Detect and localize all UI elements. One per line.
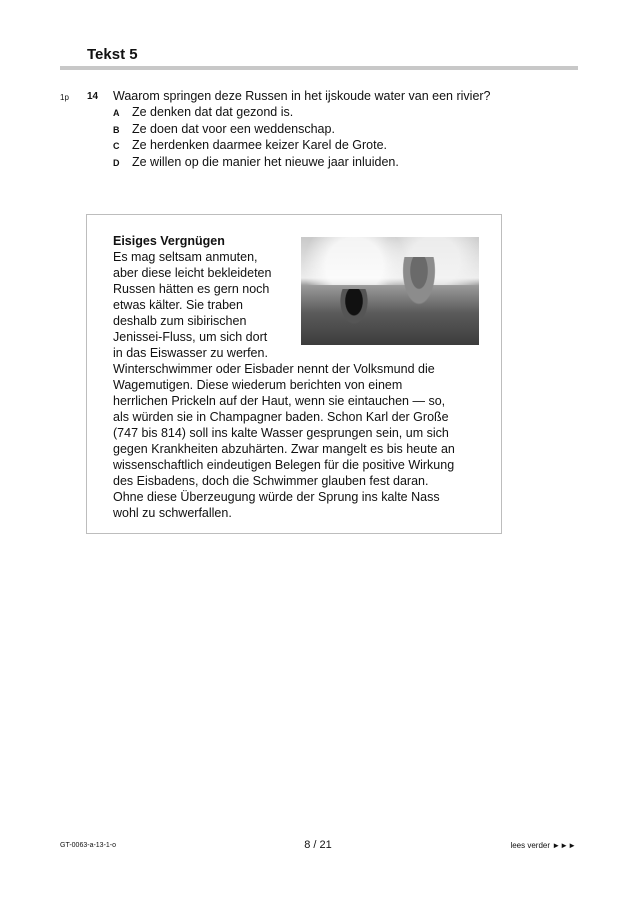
- photo-swimmer-head: [337, 289, 371, 329]
- article-line: (747 bis 814) soll ins kalte Wasser gesprungen sein, um sich: [113, 426, 449, 440]
- question-points: 1p: [60, 93, 69, 102]
- article-line: etwas kälter. Sie traben: [113, 298, 243, 312]
- article-title: Eisiges Vergnügen: [113, 234, 225, 248]
- exam-code: GT-0063-a-13-1-o: [60, 842, 117, 849]
- article-line: des Eisbadens, doch die Schwimmer glauben fest daran.: [113, 474, 429, 488]
- continue-label: lees verder ►►►: [510, 841, 576, 850]
- article-line: herrlichen Prickeln auf der Haut, wenn sie eintauchen — so,: [113, 394, 446, 408]
- page-number: 8 / 21: [304, 839, 332, 851]
- answer-options: [113, 104, 399, 170]
- article-photo: [301, 237, 479, 345]
- answer-option-c: [113, 137, 399, 154]
- article-line: Russen hätten es gern noch: [113, 282, 270, 296]
- question-text: Waarom springen deze Russen in het ijskoude water van een rivier?: [113, 89, 491, 103]
- article-line: aber diese leicht bekleideten: [113, 266, 272, 280]
- article-line: wissenschaftlich eindeutigen Belegen für die positive Wirkung: [113, 458, 455, 472]
- option-letter: A: [113, 108, 120, 118]
- option-text: Ze herdenken daarmee keizer Karel de Grote.: [132, 138, 387, 152]
- option-letter: C: [113, 141, 120, 151]
- answer-option-a: [113, 104, 399, 121]
- option-letter: D: [113, 157, 120, 168]
- option-text: Ze denken dat dat gezond is.: [132, 105, 294, 119]
- article-line: Ohne diese Überzeugung würde der Sprung ins kalte Nass: [113, 490, 440, 504]
- question-number: 14: [87, 91, 99, 102]
- article-line: Winterschwimmer oder Eisbader nennt der Volksmund die: [113, 362, 435, 376]
- article-box: [86, 214, 502, 534]
- article-line: in das Eiswasser zu werfen.: [113, 346, 268, 360]
- option-text: Ze willen op die manier het nieuwe jaar inluiden.: [132, 154, 399, 169]
- option-letter: B: [113, 124, 120, 135]
- answer-option-d: [113, 154, 399, 171]
- article-line: Jenissei-Fluss, um sich dort: [113, 330, 268, 344]
- article-line: Wagemutigen. Diese wiederum berichten von einem: [113, 378, 403, 392]
- answer-option-b: [113, 121, 399, 138]
- article-line: Es mag seltsam anmuten,: [113, 250, 258, 264]
- photo-swimmer-standing: [399, 257, 439, 312]
- article-line: gegen Krankheiten abzuhärten. Zwar mangelt es bis heute an: [113, 442, 455, 456]
- photo-snow: [301, 237, 479, 285]
- article-line: als würden sie in Champagner baden. Schon Karl der Große: [113, 410, 449, 424]
- article-line: wohl zu schwerfallen.: [113, 506, 232, 520]
- option-text: Ze doen dat voor een weddenschap.: [132, 121, 335, 136]
- section-title: Tekst 5: [87, 46, 138, 63]
- header-divider: [60, 66, 578, 70]
- article-line: deshalb zum sibirischen: [113, 314, 247, 328]
